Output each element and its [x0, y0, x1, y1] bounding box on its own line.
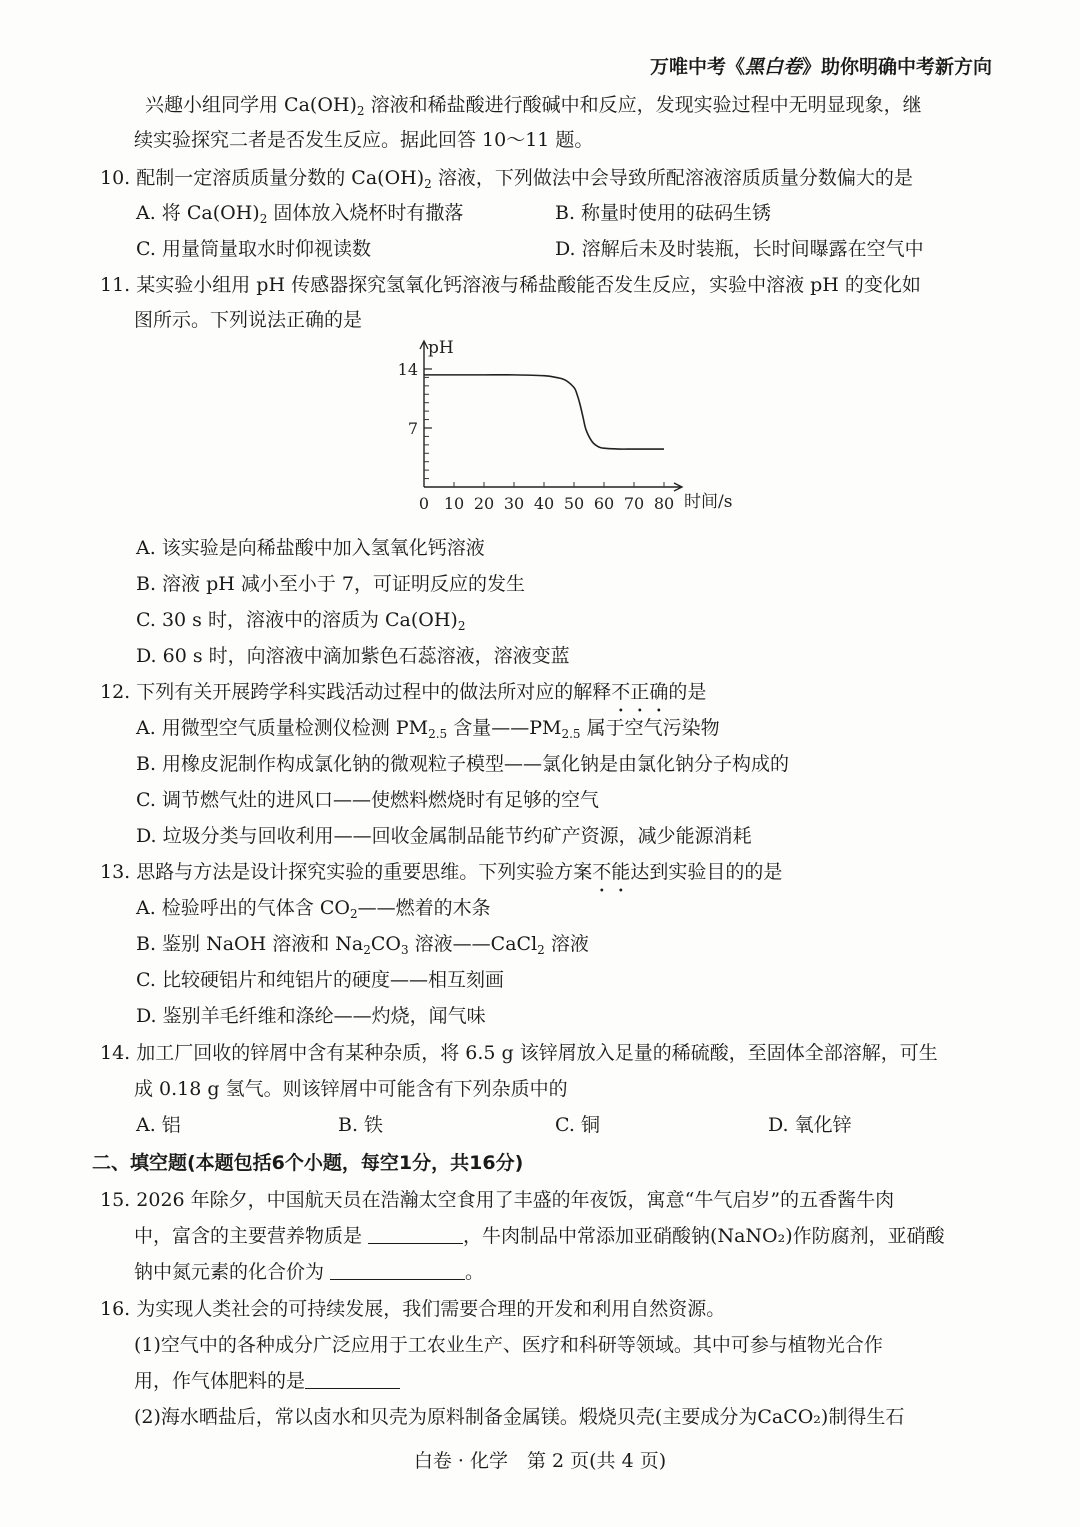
- answer-blank-gas-fertilizer[interactable]: [305, 1368, 400, 1389]
- question-10-option-d: D. 溶解后未及时装瓶，长时间曝露在空气中: [555, 238, 924, 260]
- answer-blank-valence[interactable]: [330, 1259, 465, 1280]
- question-16-part-1-line-1: (1)空气中的各种成分广泛应用于工农业生产、医疗和科研等领域。其中可参与植物光合作: [134, 1334, 883, 1356]
- question-14-option-b: B. 铁: [338, 1114, 384, 1136]
- question-15-line-1: 15. 2026 年除夕，中国航天员在浩瀚太空食用了丰盛的年夜饭，寓意“牛气启岁”的五香酱牛肉: [100, 1189, 895, 1211]
- question-13-option-a: A. 检验呼出的气体含 $CO_2——$燃着的木条: [136, 897, 491, 921]
- question-14-stem-1: 14. 加工厂回收的锌屑中含有某种杂质，将 6.5 g 该锌屑放入足量的稀硫酸，至固体全部溶解，可生: [100, 1042, 938, 1064]
- question-12-option-d: D. 垃圾分类与回收利用——回收金属制品能节约矿产资源，减少能源消耗: [136, 825, 752, 847]
- question-12-option-c: C. 调节燃气灶的进风口——使燃料燃烧时有足够的空气: [136, 789, 599, 811]
- header-prefix: 万唯中考《: [649, 56, 745, 78]
- question-14-stem-2: 成 0.18 g 氢气。则该锌屑中可能含有下列杂质中的: [134, 1078, 568, 1100]
- question-16-part-2-line-1: (2)海水晒盐后，常以卤水和贝壳为原料制备金属镁。煅烧贝壳(主要成分为CaCO₂)制得生石: [134, 1406, 905, 1428]
- section-2-title: 二、填空题(本题包括6个小题，每空1分，共16分): [92, 1152, 524, 1174]
- question-11-option-c: C. 30 s 时，溶液中的溶质为 $Ca(OH)_2$: [136, 609, 466, 633]
- question-15-line-3: 钠中氮元素的化合价为 。: [134, 1261, 485, 1283]
- x-tick-label: 70: [623, 494, 645, 513]
- y-tick-label: 14: [397, 359, 418, 379]
- x-axis-label: 时间/s: [684, 492, 733, 512]
- question-16-part-1-line-2: 用，作气体肥料的是: [134, 1368, 400, 1394]
- question-15-line-2: 中，富含的主要营养物质是 ，牛肉制品中常添加亚硝酸钠(NaNO₂)作防腐剂，亚硝酸: [134, 1225, 945, 1247]
- question-13-option-d: D. 鉴别羊毛纤维和涤纶——灼烧，闻气味: [136, 1005, 486, 1027]
- question-12-option-b: B. 用橡皮泥制作构成氯化钠的微观粒子模型——氯化钠是由氯化钠分子构成的: [136, 753, 790, 775]
- series-header: [650, 52, 992, 79]
- question-11-option-d: D. 60 s 时，向溶液中滴加紫色石蕊溶液，溶液变蓝: [136, 645, 570, 667]
- question-14-option-d: D. 氧化锌: [768, 1114, 852, 1136]
- question-14-option-c: C. 铜: [555, 1114, 600, 1136]
- page-footer: 白卷 · 化学 第 2 页(共 4 页): [413, 1450, 667, 1472]
- ph-curve-series-0: [424, 375, 664, 449]
- question-13-stem: 13. 思路与方法是设计探究实验的重要思维。下列实验方案不能达到实验目的的是: [100, 861, 783, 883]
- question-11-stem-2: 图所示。下列说法正确的是: [134, 309, 363, 331]
- question-13-option-b: B. 鉴别 NaOH 溶液和 $Na_2CO_3$ 溶液——CaCl$_2$ 溶液: [136, 933, 589, 957]
- x-tick-label: 10: [443, 494, 465, 513]
- question-11-option-b: B. 溶液 pH 减小至小于 7，可证明反应的发生: [136, 573, 525, 595]
- intro-line-1: 兴趣小组同学用 $Ca(OH)_2$ 溶液和稀盐酸进行酸碱中和反应，发现实验过程中无明显现象，继: [145, 94, 922, 118]
- x-tick-label: 0: [418, 494, 430, 513]
- ph-time-chart: [380, 335, 760, 530]
- question-10-option-b: B. 称量时使用的砝码生锈: [555, 202, 772, 224]
- question-10-option-c: C. 用量筒量取水时仰视读数: [136, 238, 371, 260]
- x-tick-label: 30: [503, 494, 525, 513]
- question-11-option-a: A. 该实验是向稀盐酸中加入氢氧化钙溶液: [136, 537, 485, 559]
- question-14-option-a: A. 铝: [136, 1114, 181, 1136]
- question-10-stem: 10. 配制一定溶质质量分数的 $Ca(OH)_2$ 溶液，下列做法中会导致所配溶液溶质质量分数偏大的是: [100, 167, 913, 191]
- x-tick-label: 50: [563, 494, 585, 513]
- question-11-stem-1: 11. 某实验小组用 pH 传感器探究氢氧化钙溶液与稀盐酸能否发生反应，实验中溶液 pH 的变化如: [100, 274, 921, 296]
- header-emphasis: 黑白卷: [744, 56, 802, 78]
- x-tick-label: 40: [533, 494, 555, 513]
- x-tick-label: 20: [473, 494, 495, 513]
- question-13-option-c: C. 比较硬铝片和纯铝片的硬度——相互刻画: [136, 969, 504, 991]
- question-12-option-a: A. 用微型空气质量检测仪检测 $PM_{2.5}$ 含量$——PM_{2.5}$ 属于空气污染物: [136, 717, 720, 741]
- question-10-option-a: A. 将 $Ca(OH)_2$ 固体放入烧杯时有撒落: [136, 202, 464, 226]
- x-tick-label: 60: [593, 494, 615, 513]
- intro-line-2: 续实验探究二者是否发生反应。据此回答 10～11 题。: [134, 129, 594, 151]
- x-tick-label: 80: [653, 494, 675, 513]
- y-axis-label: pH: [428, 338, 454, 358]
- answer-blank-nutrient[interactable]: [368, 1223, 463, 1244]
- question-12-stem: 12. 下列有关开展跨学科实践活动过程中的做法所对应的解释不正确的是: [100, 681, 707, 703]
- y-tick-label: 7: [407, 418, 418, 438]
- question-16-stem: 16. 为实现人类社会的可持续发展，我们需要合理的开发和利用自然资源。: [100, 1298, 726, 1320]
- header-suffix: 》助你明确中考新方向: [801, 56, 992, 78]
